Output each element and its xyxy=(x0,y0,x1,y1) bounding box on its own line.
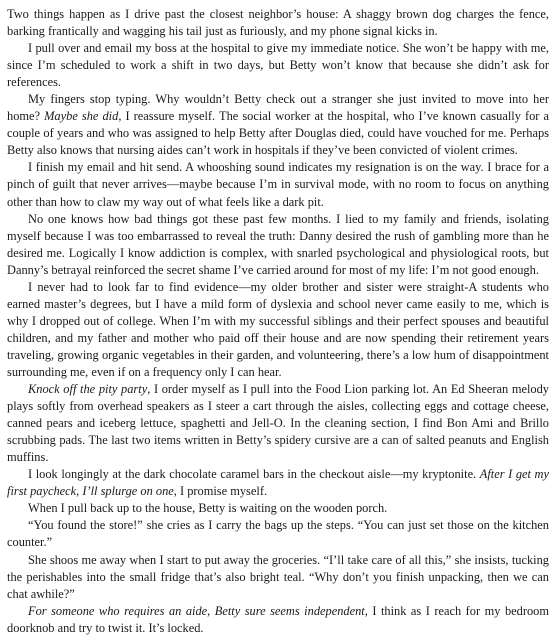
italic-text-run: For someone who requires an aide, Betty sure seems independent xyxy=(28,603,365,618)
text-run: I finish my email and hit send. A whooshing sound indicates my resignation is on the way. I brace for a pinch of guilt that never arrives—maybe because I’m in survival mode, with no room to focus on anything other than how to claw my way out of what feels like a dark pit. xyxy=(7,160,549,209)
paragraph xyxy=(7,6,549,40)
paragraph xyxy=(7,211,549,279)
text-run: My fingers stop typing. Why wouldn’t Betty check out a stranger she just invited to move into her home? xyxy=(7,92,549,124)
text-run: I look longingly at the dark chocolate caramel bars in the checkout aisle—my kryptonite. xyxy=(28,467,480,482)
text-run: “You found the store!” she cries as I carry the bags up the steps. “You can just set those on the kitchen counter.” xyxy=(7,518,549,550)
paragraph xyxy=(7,279,549,381)
text-run: I pull over and email my boss at the hospital to give my immediate notice. She won’t be happy with me, since I’m scheduled to work a shift in two days, but Betty won’t know that because she didn’t ask for references. xyxy=(7,41,549,90)
paragraph xyxy=(7,159,549,210)
italic-text-run: Maybe she did xyxy=(44,109,119,124)
paragraph xyxy=(7,381,549,466)
text-run: , I reassure myself. The social worker at the hospital, who I’ve known casually for a couple of years and who was assigned to help Betty after Douglas died, could have vouched for me. Perhaps Betty also knows that nursing aides can’t work in hospitals if they’ve been convicted of violent crimes. xyxy=(7,109,549,158)
text-run: No one knows how bad things got these past few months. I lied to my family and friends, isolating myself because I was too embarrassed to reveal the truth: Danny desired the rush of gambling more than he desired me. Logically I know addiction is complex, with snarled psychological and physiological roots, but Danny’s betrayal reinforced the secret shame I’ve carried around for most of my life: I’m not good enough. xyxy=(7,211,549,277)
text-run: When I pull back up to the house, Betty is waiting on the wooden porch. xyxy=(28,501,388,516)
paragraph xyxy=(7,91,549,159)
text-run: , I think as I reach for my bedroom doorknob and try to twist it. It’s locked. xyxy=(7,603,549,635)
italic-text-run: Knock off the pity party xyxy=(28,382,148,397)
text-run: , I order myself as I pull into the Food Lion parking lot. An Ed Sheeran melody plays softly from overhead speakers as I steer a cart through the aisles, collecting eggs and cottage cheese, canned pears and iceberg lettuce, spaghetti and Jell-O. In the cleaning section, I find Bon Ami and Brillo scrubbing pads. The last two items written in Betty’s spidery cursive are a can of salted peanuts and English muffins. xyxy=(7,382,549,465)
italic-text-run: After I get my first paycheck, I’ll splurge on one xyxy=(7,467,549,499)
paragraph xyxy=(7,517,549,551)
text-run: I never had to look far to find evidence—my older brother and sister were straight-A students who earned master’s degrees, but I have a mild form of dyslexia and school never came easily to me, which is why I dropped out of college. When I’m with my successful siblings and their perfect spouses and beautiful children, and my father and mother who paid off their house and are now spending their retirement years traveling, growing organic vegetables in their garden, and volunteering, there’s a low hum of disappointment surrounding me, even if on a frequency only I can hear. xyxy=(7,279,549,379)
paragraph xyxy=(7,500,549,517)
paragraph xyxy=(7,466,549,500)
text-run: She shoos me away when I start to put away the groceries. “I’ll take care of all this,” she insists, tucking the perishables into the small fridge that’s also bright teal. “Why don’t you finish unpacking, then we can chat awhile?” xyxy=(7,552,549,601)
paragraph xyxy=(7,552,549,603)
text-run: , I promise myself. xyxy=(173,484,268,499)
paragraph xyxy=(7,40,549,91)
paragraph xyxy=(7,603,549,637)
text-run: Two things happen as I drive past the closest neighbor’s house: A shaggy brown dog charges the fence, barking frantically and wagging his tail just as furiously, and my phone signal kicks in. xyxy=(7,7,549,39)
